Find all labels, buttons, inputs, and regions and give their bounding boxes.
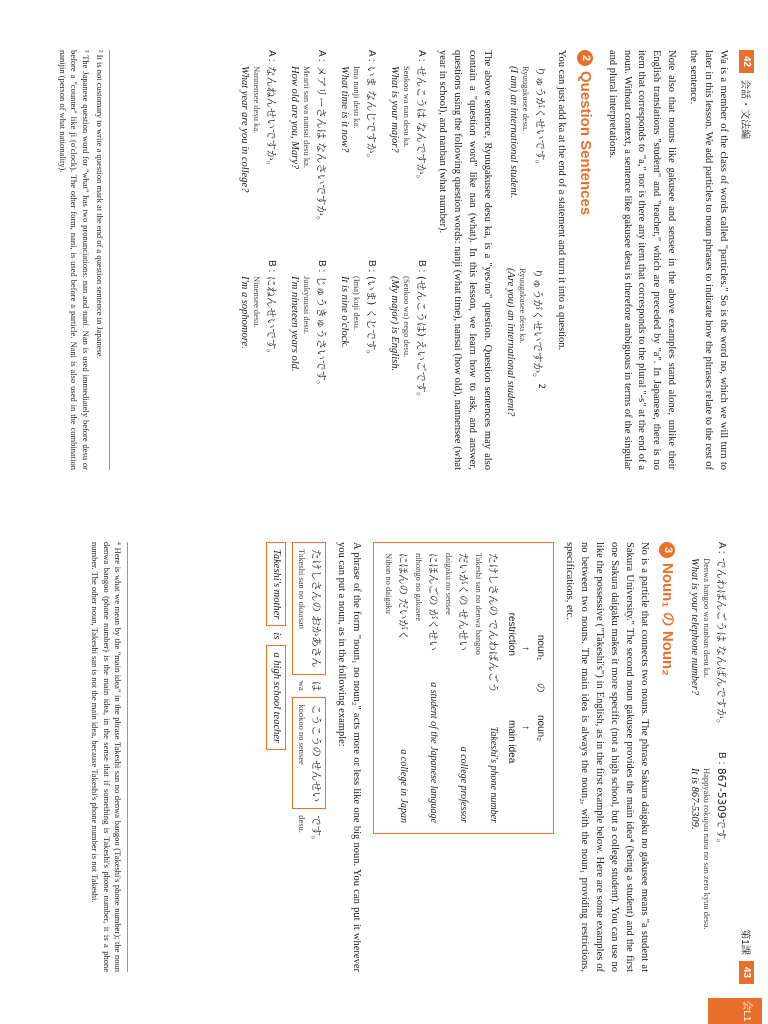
dialog-a: A : でんわばんごうは なんばんですか。 Denwa bangoo wa nanban desu ka. What is your telephone number?: [686, 542, 728, 752]
footnote: ³ The Japanese question word for "what" has two pronunciations: nan and nani. Nan is used immediately before desu or before a "counter" like ji (o'clock). The other form, nani, is used before a particle. Nani is also used in the combination nanijin (person of what nationality).: [57, 50, 91, 470]
jp-text: たけしさんの でんわばんごう: [487, 553, 500, 693]
romaji: (Senkoo wa) eego desu.: [401, 276, 412, 358]
dialog-a: [236, 50, 278, 260]
wa-particle: は: [310, 680, 323, 692]
footnote: ² It is not customary to write a question mark at the end of a question sentence in Japanese.: [95, 50, 105, 359]
jp-text: にほんごの がくせい: [427, 553, 440, 651]
dialog-a: [286, 50, 328, 260]
translation: (My major) is English.: [388, 276, 400, 372]
speaker-label: B :: [365, 260, 377, 273]
left-footnotes: [53, 50, 110, 470]
dialog-b: B : 867-5309です。 Happyaku rokujuu nana no san zero kyuu desu. It is 867-5309.: [686, 752, 728, 962]
jp-text: いま なんじですか。: [364, 66, 377, 164]
right-header: [736, 929, 758, 984]
translation-box: a high school teacher: [266, 645, 287, 750]
speaker-label: A :: [365, 50, 377, 62]
footnote-ref: 2: [535, 383, 546, 390]
romaji: Ryuugakusee desu ka.: [518, 268, 529, 344]
romaji: Ryuugakusee desu.: [520, 66, 531, 132]
example-item: [383, 553, 410, 823]
jp-text: こうこうの せんせい: [310, 704, 323, 803]
header-label: 会話・文法編: [739, 79, 751, 140]
up-arrow-icon: ↑: [520, 646, 532, 651]
jp-text: なんねんせいですか。: [264, 66, 277, 171]
translation-box: Takeshi's mother: [266, 542, 287, 626]
dialog: [236, 50, 278, 470]
jp-text: (せんこうは) えいごです。: [414, 276, 427, 403]
translation-is: is: [271, 632, 283, 640]
phrase-box: [292, 697, 326, 809]
jp-text: りゅうがくせいです。: [533, 66, 546, 171]
romaji: Nannensee desu ka.: [252, 66, 263, 134]
translation: What year are you in college?: [238, 66, 250, 193]
jp-text: じゅうきゅうさいです。: [314, 276, 327, 391]
dialog-list: [236, 50, 428, 470]
example-pair: [502, 50, 546, 470]
section-heading: [574, 50, 595, 470]
romaji: Denwa bangoo wa nanban desu ka.: [702, 558, 713, 678]
speaker-label: B :: [415, 260, 427, 273]
dialog-a: [336, 50, 378, 260]
section-body: A phrase of the form "noun₁ no noun₂" acts more or less like one big noun. You can put it wherever you can put a noun, as in the following example:: [336, 542, 363, 972]
translation: Takeshi's phone number: [488, 726, 500, 823]
noun1-label: noun₁: [535, 634, 547, 661]
header-label: 第1課: [739, 929, 751, 955]
main-idea-label: main idea: [506, 720, 518, 764]
intro-paragraph: Wa is a member of the class of words called "particles." So is the word no, which we will turn to later in this lesson. We add particles to noun phrases to indicate how the phrases relate to the rest of the sentence.: [688, 50, 729, 470]
example-box: [373, 542, 554, 834]
right-body: [260, 542, 730, 972]
translation: (I am) an international student.: [507, 66, 519, 199]
dialog-a: [386, 50, 428, 260]
jp-text: せんこうは なんですか。: [414, 66, 427, 185]
speaker-label: A :: [315, 50, 327, 62]
right-footnote: [86, 542, 128, 972]
romaji: Ninensee desu.: [252, 276, 263, 328]
translation: What time is it now?: [338, 66, 350, 153]
translation: I'm a sophomore.: [238, 276, 250, 349]
right-page: [0, 512, 768, 1024]
jp-text: にほんの だいがく: [397, 553, 410, 641]
romaji: Mearii san wa nansai desu ka.: [301, 66, 312, 168]
dialog-b: [386, 260, 428, 470]
noun2-label: noun₂: [535, 714, 547, 742]
left-header: [736, 50, 758, 139]
translation: a college professor: [458, 746, 470, 823]
speaker-label: B :: [265, 260, 277, 273]
jp-text: にねんせいです。: [264, 276, 277, 360]
translation: I'm nineteen years old.: [288, 276, 300, 372]
example-item: [473, 553, 500, 823]
desu: です。: [310, 815, 323, 846]
translation: It is 867-5309.: [689, 768, 701, 830]
jp-text: メアリーさんは なんさいですか。: [314, 66, 327, 227]
speaker-label: A :: [265, 50, 277, 62]
speaker-label: A :: [415, 50, 427, 62]
dialog-b: [336, 260, 378, 470]
translation: What is your telephone number?: [689, 558, 701, 696]
translation: How old are you, Mary?: [288, 66, 300, 170]
intro-paragraph: Note also that nouns like gakusee and sensee in the above examples stand alone, unlike their English translations "student" and "teacher," which are preceded by "a". In Japanese, there is no item that corresponds to "a," nor is there any item that corresponds to the plural "-s" at the end of a noun. Without context, a sentence like gakusee desu is therefore ambiguous in terms of the singular and plural interpretations.: [606, 50, 678, 470]
romaji: Ima nanji desu ka.: [351, 66, 362, 129]
romaji: daigaku no sensee: [444, 553, 455, 615]
dialog: [286, 50, 328, 470]
romaji: Takeshi san no okaasan: [296, 549, 307, 629]
romaji: Happyaku rokujuu nana no san zero kyuu desu.: [702, 768, 713, 930]
page-number: 42: [740, 50, 755, 73]
page-number: 43: [740, 961, 755, 984]
jp-text: たけしさんの おかあさん: [310, 549, 323, 668]
romaji: nihongo no gakusee: [414, 553, 425, 621]
romaji: Takeshi san no denwa bangoo: [474, 553, 485, 655]
section-body: The above sentence, Ryuugakusee desu ka, is a "yes/no" question. Question sentences may also contain a "question word" like nan (what). In this lesson, we learn how to ask, and answer, questions using the following question words: nanji (what time), nansai (how old), nannensee (what year in school), and nanban (what number).: [437, 50, 494, 470]
example-item: [413, 553, 440, 823]
left-body: [228, 50, 730, 470]
example-question: [502, 268, 546, 470]
jp-text: 867-5309です。: [715, 768, 727, 850]
section-heading: [657, 542, 678, 972]
big-noun-example: [292, 542, 326, 972]
speaker-label: B :: [315, 260, 327, 273]
jp-text: でんわばんごうは なんばんですか。: [715, 558, 727, 730]
dialog: [336, 50, 378, 470]
section-number: 2: [577, 50, 593, 66]
romaji: desu.: [296, 815, 307, 833]
translation: What is your major?: [388, 66, 400, 153]
dialog-b: [236, 260, 278, 470]
translation: a student of the Japanese language: [428, 682, 440, 823]
section-body: No is a particle that connects two nouns. The phrase Sakura daigaku no gakusee means "a student at Sakura University." The second noun gakusee provides the main idea⁴ (being a student) and the first one Sakura daigaku makes it more specific (not a high school, but a college student). You can use no like the possessive ("Takeshi's") in English, as in the first example below. Here are some examples of no between two nouns. The main idea is always the noun₂, with the noun₁ providing restrictions, specifications, etc.: [564, 542, 650, 972]
structure-diagram: [504, 553, 547, 823]
section-title: Question Sentences: [576, 71, 594, 216]
jp-text: (いま) くじです。: [364, 276, 377, 361]
section-number: 3: [659, 542, 675, 558]
footnote: ⁴ Here is what we mean by the "main idea" in the phrase Takeshi san no denwa bangoo (Takeshi's phone number); the noun denwa bangoo (phone number) is the main idea, in the sense that if something is Takeshi's phone number, it is a phone number. The other noun, Takeshi san is not the main idea, because Takeshi's phone number is not Takeshi.: [90, 542, 123, 972]
no-particle: の: [534, 682, 547, 693]
romaji: wa: [296, 680, 307, 691]
jp-text: だいがくの せんせい: [457, 553, 470, 651]
lesson-tab: 会L1: [708, 998, 762, 1024]
example-list: [383, 553, 500, 823]
romaji: (Ima) kuji desu.: [351, 276, 362, 331]
example-statement: [502, 50, 546, 268]
translation: a college in Japan: [398, 749, 410, 823]
dialog: [386, 50, 428, 470]
example-item: [443, 553, 470, 823]
phrase-box: [292, 542, 326, 675]
romaji: kookoo no sensee: [296, 704, 307, 765]
big-noun-translation: [266, 542, 287, 972]
romaji: Senkoo wa nan desu ka.: [401, 66, 412, 148]
translation: It is nine o'clock.: [338, 276, 350, 348]
translation: (Are you) an international student?: [505, 268, 517, 417]
dialog-b: [286, 260, 328, 470]
section-lead: You can just add ka at the end of a statement and turn it into a question.: [556, 50, 568, 351]
jp-text: りゅうがくせいですか。: [531, 268, 544, 384]
section-title: Noun₁ の Noun₂: [659, 563, 677, 676]
restriction-label: restriction: [506, 612, 518, 656]
dialog: [686, 542, 728, 972]
romaji: Juukyuusai desu.: [301, 276, 312, 335]
romaji: Nihon no daigaku: [384, 553, 395, 614]
up-arrow-icon: ↑: [520, 725, 532, 730]
